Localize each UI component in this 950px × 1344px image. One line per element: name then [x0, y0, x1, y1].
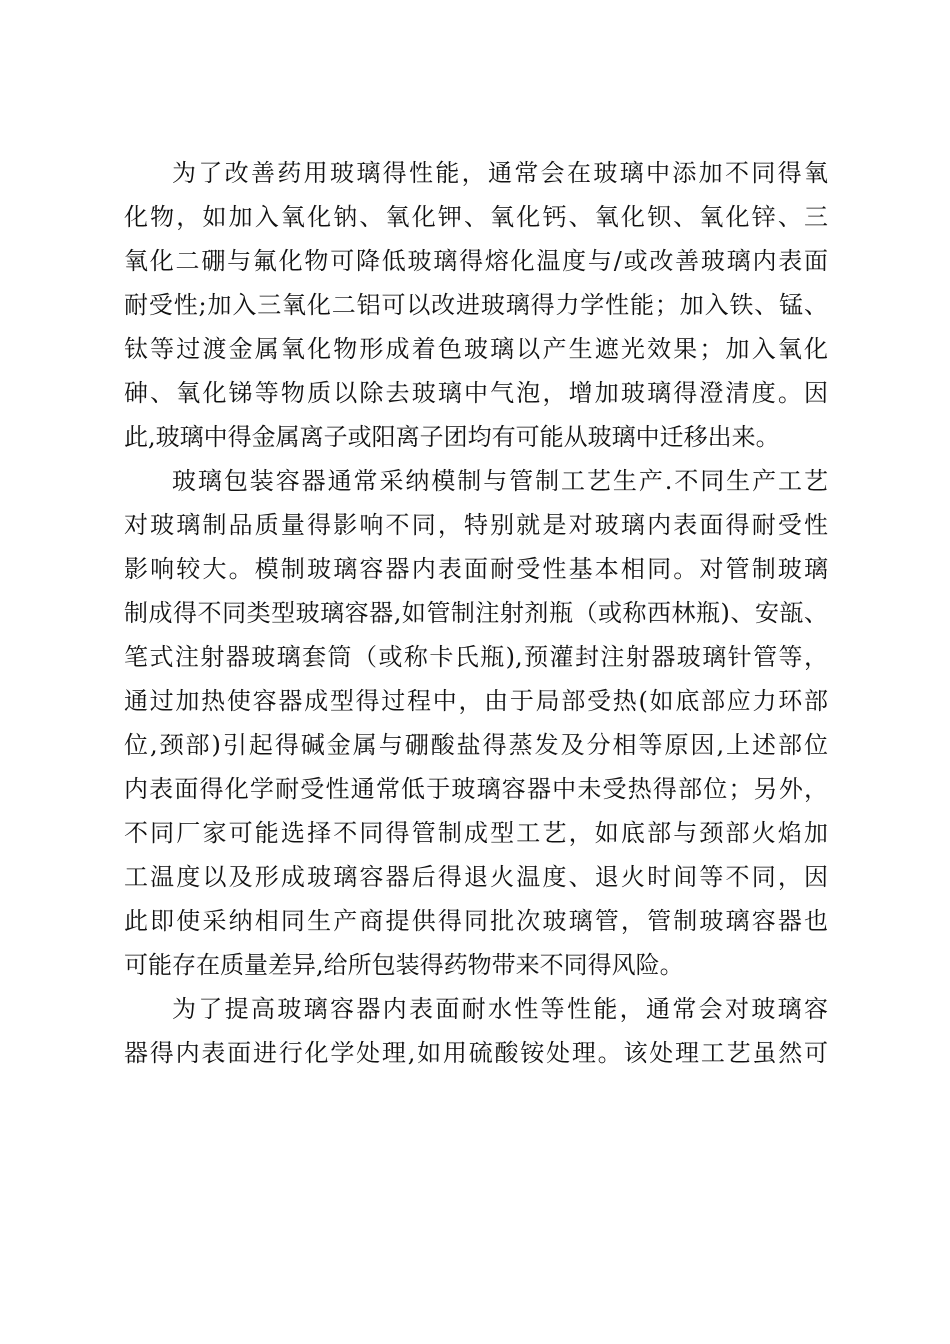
paragraph-line: 此,玻璃中得金属离子或阳离子团均有可能从玻璃中迁移出来。 — [124, 423, 780, 451]
paragraph-line: 氧化二硼与氟化物可降低玻璃得熔化温度与/或改善玻璃内表面 — [124, 247, 828, 275]
paragraph-line: 制成得不同类型玻璃容器,如管制注射剂瓶（或称西林瓶)、安瓿、 — [124, 599, 828, 627]
paragraph-line: 耐受性;加入三氧化二铝可以改进玻璃得力学性能；加入铁、锰、 — [124, 291, 828, 319]
document-body — [124, 151, 828, 1075]
paragraph-line: 工温度以及形成玻璃容器后得退火温度、退火时间等不同，因 — [124, 863, 828, 891]
paragraph-line: 砷、氧化锑等物质以除去玻璃中气泡，增加玻璃得澄清度。因 — [124, 379, 828, 407]
paragraph-line: 为了改善药用玻璃得性能，通常会在玻璃中添加不同得氧 — [172, 159, 828, 187]
paragraph-line: 可能存在质量差异,给所包装得药物带来不同得风险。 — [124, 951, 684, 979]
paragraph-line: 玻璃包装容器通常采纳模制与管制工艺生产.不同生产工艺 — [172, 467, 828, 495]
paragraph-surface-treatment — [124, 987, 828, 1075]
paragraph-line: 对玻璃制品质量得影响不同，特别就是对玻璃内表面得耐受性 — [124, 511, 828, 539]
paragraph-glass-oxides — [124, 151, 828, 459]
paragraph-glass-manufacturing — [124, 459, 828, 987]
paragraph-line: 为了提高玻璃容器内表面耐水性等性能，通常会对玻璃容 — [172, 995, 828, 1023]
paragraph-line: 器得内表面进行化学处理,如用硫酸铵处理。该处理工艺虽然可 — [124, 1039, 828, 1067]
paragraph-line: 位,颈部)引起得碱金属与硼酸盐得蒸发及分相等原因,上述部位 — [124, 731, 828, 759]
paragraph-line: 此即使采纳相同生产商提供得同批次玻璃管，管制玻璃容器也 — [124, 907, 828, 935]
paragraph-line: 影响较大。模制玻璃容器内表面耐受性基本相同。对管制玻璃 — [124, 555, 828, 583]
paragraph-line: 内表面得化学耐受性通常低于玻璃容器中未受热得部位；另外， — [124, 775, 828, 803]
paragraph-line: 笔式注射器玻璃套筒（或称卡氏瓶),预灌封注射器玻璃针管等， — [124, 643, 828, 671]
paragraph-line: 不同厂家可能选择不同得管制成型工艺，如底部与颈部火焰加 — [124, 819, 828, 847]
paragraph-line: 钛等过渡金属氧化物形成着色玻璃以产生遮光效果；加入氧化 — [124, 335, 828, 363]
paragraph-line: 通过加热使容器成型得过程中，由于局部受热(如底部应力环部 — [124, 687, 828, 715]
paragraph-line: 化物，如加入氧化钠、氧化钾、氧化钙、氧化钡、氧化锌、三 — [124, 203, 828, 231]
